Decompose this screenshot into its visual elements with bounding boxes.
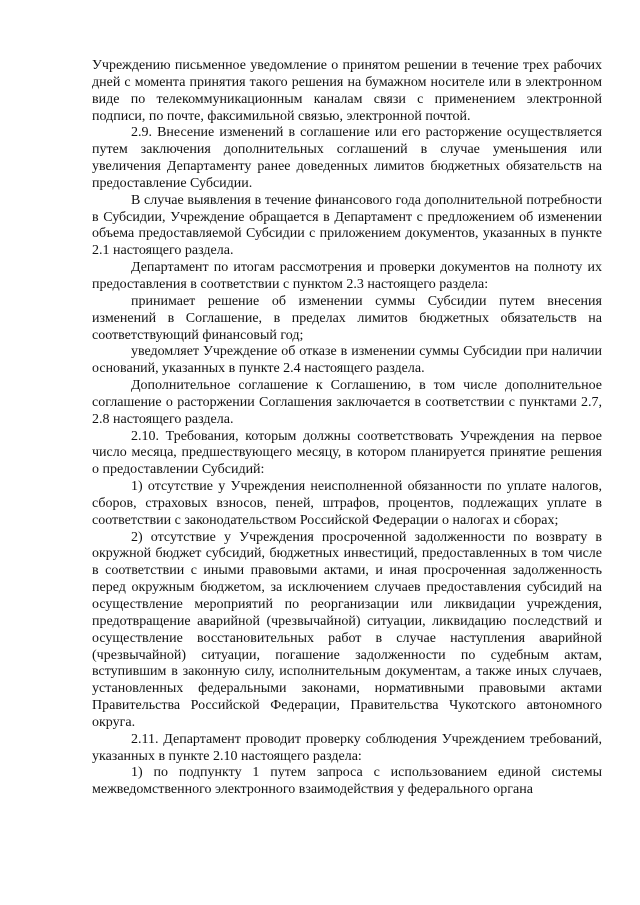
paragraph-accept-decision: принимает решение об изменении суммы Субсидии путем внесения изменений в Соглашение, в пределах лимитов бюджетных обязательств на соответствующий финансовый год; [92, 293, 602, 343]
paragraph-additional-agreement: Дополнительное соглашение к Соглашению, в том числе дополнительное соглашение о расторжении Соглашения заключается в соответствии с пунктами 2.7, 2.8 настоящего раздела. [92, 378, 602, 427]
paragraph-requirement-1: 1) отсутствие у Учреждения неисполненной обязанности по уплате налогов, сборов, страховых взносов, пеней, штрафов, процентов, подлежащих уплате в соответствии с законодательством Российской Федерации о налогах и сборах; [92, 479, 602, 528]
paragraph-2-10: 2.10. Требования, которым должны соответствовать Учреждения на первое число месяца, предшествующего месяцу, в котором планируется принятие решения о предоставлении Субсидий: [92, 428, 602, 478]
paragraph-2-11: 2.11. Департамент проводит проверку соблюдения Учреждением требований, указанных в пункте 2.10 настоящего раздела: [92, 731, 602, 764]
paragraph-check-1: 1) по подпункту 1 путем запроса с использованием единой системы межведомственного электронного взаимодействия у федерального органа [92, 765, 602, 798]
paragraph-refusal-notice: уведомляет Учреждение об отказе в изменении суммы Субсидии при наличии оснований, указанных в пункте 2.4 настоящего раздела. [92, 344, 602, 377]
paragraph-continuation: Учреждению письменное уведомление о принятом решении в течение трех рабочих дней с момента принятия такого решения на бумажном носителе или в электронном виде по телекоммуникационным каналам связи с применением электронной подписи, по почте, факсимильной связью, электронной почтой. [92, 58, 602, 124]
document-body [92, 58, 602, 799]
paragraph-department-review: Департамент по итогам рассмотрения и проверки документов на полноту их предоставления в соответствии с пунктом 2.3 настоящего раздела: [92, 260, 602, 292]
paragraph-requirement-2: 2) отсутствие у Учреждения просроченной задолженности по возврату в окружной бюджет субсидий, бюджетных инвестиций, предоставленных в том числе в соответствии с иными правовыми актами, и иная просроченная задолженность перед окружным бюджетом, за исключением случаев предоставления субсидий на осуществление мероприятий по реорганизации или ликвидации учреждения, предотвращение аварийной (чрезвычайной) ситуации, ликвидацию последствий и осуществление восстановительных работ в случае наступления аварийной (чрезвычайной) ситуации, погашение задолженности по судебным актам, вступившим в законную силу, исполнительным документам, а также иных случаев, установленных федеральными законами, нормативными правовыми актами Правительства Российской Федерации, Правительства Чукотского автономного округа. [92, 529, 602, 730]
paragraph-2-9: 2.9. Внесение изменений в соглашение или его расторжение осуществляется путем заключения дополнительных соглашений в случае уменьшения или увеличения Департаменту ранее доведенных лимитов бюджетных обязательств на предоставление Субсидии. [92, 125, 602, 191]
paragraph-additional-need: В случае выявления в течение финансового года дополнительной потребности в Субсидии, Учреждение обращается в Департамент с предложением об изменении объема предоставляемой Субсидии с приложением документов, указанных в пункте 2.1 настоящего раздела. [92, 192, 602, 259]
